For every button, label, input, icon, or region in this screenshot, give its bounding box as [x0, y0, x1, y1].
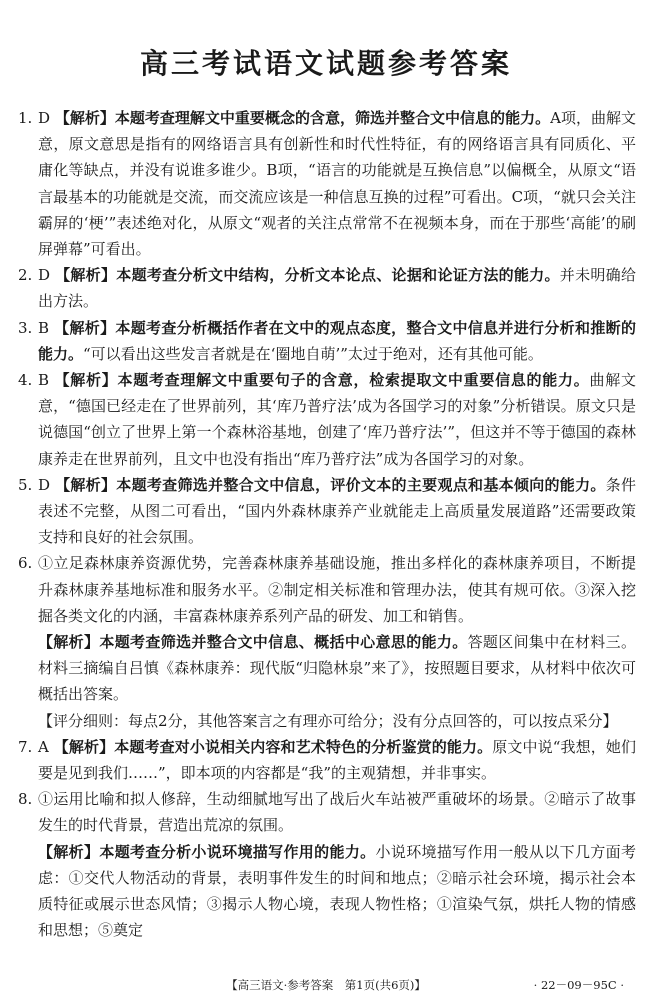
item-number: 6.: [18, 554, 33, 573]
item-answer: A: [38, 737, 49, 756]
analysis-lead: 本题考查理解文中重要概念的含意，筛选并整合文中信息的能力。: [114, 109, 551, 127]
item-answer: D: [38, 266, 51, 285]
scoring-rules: 【评分细则：每点2分，其他答案言之有理亦可给分；没有分点回答的，可以按点采分】: [38, 711, 618, 730]
analysis-lead: 本题考查分析概括作者在文中的观点态度，整合文中信息并进行分析和推断的能力。: [38, 318, 636, 363]
item-content: [38, 786, 636, 838]
analysis-lead: 本题考查筛选并整合文中信息、概括中心意思的能力。: [99, 633, 468, 652]
answer-item-2: [18, 262, 636, 314]
analysis-lead: 本题考查理解文中重要句子的含意，检索提取文中重要信息的能力。: [117, 371, 590, 390]
answer-item-1: [18, 105, 636, 262]
answer-item-4: [18, 367, 636, 472]
analysis-text: A项，曲解文意，原文意思是指有的网络语言具有创新性和时代性特征，有的网络语言具有同质化、平庸化等缺点，并没有说谁多谁少。B项，“语言的功能就是互换信息”以偏概全，从原文“语言最基本的功能就是交流，而交流应该是一种信息互换的过程”可看出。C项，“就只会关注霸屏的‘梗’”表述绝对化，从原文“观者的关注点常常不在视频本身，而在于那些‘高能’的刷屏弹幕”可看出。: [38, 109, 636, 259]
item-answer: B: [38, 318, 50, 337]
analysis-text: 曲解文意，“德国已经走在了世界前列，其‘库乃普疗法’成为各国学习的对象”分析错误。原文只是说德国“创立了世界上第一个森林浴基地，创建了‘库乃普疗法’”，但这并不等于德国的森林康养走在世界前列，且文中也没有指出“库乃普疗法”成为各国学习的对象。: [38, 371, 636, 468]
answer-item-3: [18, 315, 636, 367]
analysis-lead: 本题考查分析小说环境描写作用的能力。: [99, 842, 376, 861]
answer-item-5: [18, 472, 636, 551]
analysis-lead: 本题考查筛选并整合文中信息，评价文本的主要观点和基本倾向的能力。: [116, 475, 606, 494]
footer-code: · 22－09－95C ·: [533, 978, 624, 992]
analysis-lead: 本题考查分析文中结构，分析文本论点、论据和论证方法的能力。: [116, 266, 560, 285]
item-answer-text: ①立足森林康养资源优势，完善森林康养基础设施，推出多样化的森林康养项目，不断提升森林康养基地标准和服务水平。②制定相关标准和管理办法，使其有规可依。③深入挖掘各类文化的内涵，丰富森林康养系列产品的研发、加工和销售。: [38, 554, 636, 625]
analysis-text: “可以看出这些发言者就是在‘圈地自萌’”太过于绝对，还有其他可能。: [83, 344, 543, 363]
item-number: 1.: [18, 109, 33, 127]
item-number: 7.: [18, 737, 33, 756]
analysis-tag: 【解析】: [38, 633, 100, 652]
item-content: [38, 367, 636, 472]
item-number: 8.: [18, 790, 33, 809]
analysis-text: 答题区间集中在材料三。材料三摘编自吕慎《森林康养：现代版“归隐林泉”来了》，按照题目要求，从材料中依次可概括出答案。: [38, 633, 636, 704]
answer-item-8: [18, 786, 636, 838]
item-answer: D: [38, 109, 51, 127]
item-number: 4.: [18, 371, 33, 390]
item-content: [38, 734, 636, 786]
item-8-analysis: [18, 839, 636, 944]
item-6-analysis: [18, 629, 636, 708]
analysis-lead: 本题考查对小说相关内容和艺术特色的分析鉴赏的能力。: [114, 737, 493, 756]
analysis-tag: 【解析】: [54, 318, 116, 337]
analysis-text: 并未明确给出方法。: [38, 266, 636, 311]
analysis-tag: 【解析】: [38, 842, 100, 861]
analysis-text: 条件表述不完整，从图二可看出，“国内外森林康养产业就能走上高质量发展道路”还需要政策支持和良好的社会氛围。: [38, 475, 636, 547]
analysis-tag: 【解析】: [54, 371, 118, 390]
item-answer: B: [38, 371, 50, 390]
item-answer: D: [38, 475, 51, 494]
item-number: 2.: [18, 266, 33, 285]
item-answer-text: ①运用比喻和拟人修辞，生动细腻地写出了战后火车站被严重破坏的场景。②暗示了故事发生的时代背景，营造出荒凉的氛围。: [38, 790, 636, 835]
page-footer: [0, 974, 652, 996]
analysis-tag: 【解析】: [55, 475, 117, 494]
analysis-tag: 【解析】: [55, 266, 117, 285]
item-content: [38, 315, 636, 367]
analysis-tag: 【解析】: [54, 109, 115, 127]
item-content: [38, 550, 636, 629]
answer-item-7: [18, 734, 636, 786]
analysis-text: 小说环境描写作用一般从以下几方面考虑：①交代人物活动的背景，表明事件发生的时间和地点；②暗示社会环境，揭示社会本质特征或展示世态风情；③揭示人物心境，表现人物性格；①渲染气氛，烘托人物的情感和思想；⑤奠定: [38, 842, 636, 940]
answer-body: [18, 105, 636, 944]
item-content: [38, 262, 636, 314]
item-content: [38, 472, 636, 551]
analysis-tag: 【解析】: [53, 737, 115, 756]
page-title: 高三考试语文试题参考答案: [139, 47, 512, 80]
analysis-text: 原文中说“我想，她们要是见到我们……”，即本项的内容都是“我”的主观猜想，并非事实。: [38, 737, 636, 783]
item-number: 3.: [18, 318, 33, 337]
item-number: 5.: [18, 475, 33, 494]
footer-page-info: 【高三语文·参考答案 第1页(共6页)】: [226, 978, 426, 992]
answer-item-6: [18, 550, 636, 629]
item-content: [38, 105, 636, 262]
